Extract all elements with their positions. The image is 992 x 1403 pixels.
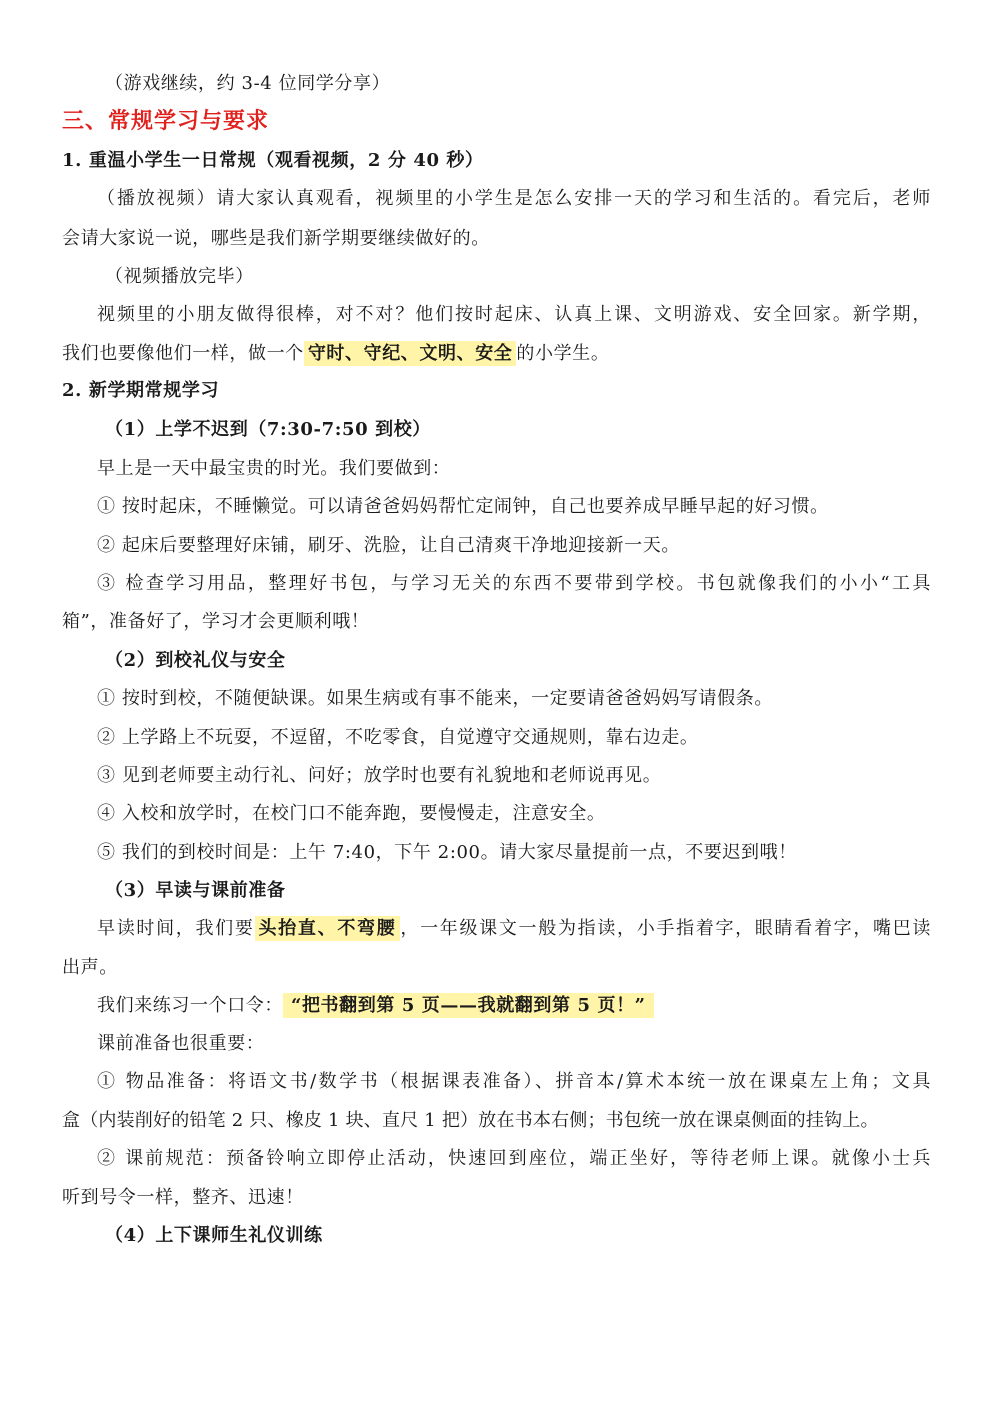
- list-item-bell-2: 听到号令一样，整齐、迅速！: [62, 1187, 304, 1208]
- paragraph-video-summary-2: [62, 341, 609, 367]
- paragraph-video-summary-1: 视频里的小朋友做得很棒，对不对？他们按时起床、认真上课、文明游戏、安全回家。新学期，: [97, 304, 931, 325]
- list-item-greet-teacher: ③ 见到老师要主动行礼、问好；放学时也要有礼貌地和老师说再见。: [97, 765, 662, 786]
- paragraph-play-video-1: （播放视频）请大家认真观看，视频里的小学生是怎么安排一天的学习和生活的。看完后，老师: [97, 188, 931, 209]
- list-item-bell-1: ② 课前规范：预备铃响立即停止活动，快速回到座位，端正坐好，等待老师上课。就像小士兵: [97, 1148, 931, 1169]
- text-segment: 我们也要像他们一样，做一个: [62, 343, 304, 364]
- paragraph-morning-reading-1: [97, 916, 931, 942]
- item-title-4: （4）上下课师生礼仪训练: [105, 1225, 323, 1246]
- list-item-check-bag-2: 箱”，准备好了，学习才会更顺利哦！: [62, 611, 370, 632]
- paragraph-chant: [97, 993, 654, 1019]
- list-item-supplies-1: ① 物品准备：将语文书/数学书（根据课表准备）、拼音本/算术本统一放在课桌左上角；文具: [97, 1071, 931, 1092]
- text-segment: 我们来练习一个口令：: [97, 995, 283, 1016]
- highlight-keywords: 守时、守纪、文明、安全: [304, 341, 517, 366]
- subsection-title-2: 2. 新学期常规学习: [62, 380, 220, 401]
- list-item-on-road: ② 上学路上不玩耍，不逗留，不吃零食，自觉遵守交通规则，靠右边走。: [97, 727, 699, 748]
- item-title-1: （1）上学不迟到（7:30-7:50 到校）: [105, 419, 431, 440]
- item-title-2: （2）到校礼仪与安全: [105, 650, 286, 671]
- paragraph-preparation: 课前准备也很重要：: [97, 1033, 265, 1054]
- item-title-3: （3）早读与课前准备: [105, 880, 286, 901]
- subsection-title-1: 1. 重温小学生一日常规（观看视频，2 分 40 秒）: [62, 150, 484, 171]
- paragraph-play-video-2: 会请大家说一说，哪些是我们新学期要继续做好的。: [62, 228, 490, 249]
- paragraph-morning-reading-2: 出声。: [62, 957, 118, 978]
- list-item-check-bag-1: ③ 检查学习用品，整理好书包，与学习无关的东西不要带到学校。书包就像我们的小小“工具: [97, 573, 931, 594]
- list-item-tidy-bed: ② 起床后要整理好床铺，刷牙、洗脸，让自己清爽干净地迎接新一天。: [97, 535, 680, 556]
- list-item-on-time: ① 按时到校，不随便缺课。如果生病或有事不能来，一定要请爸爸妈妈写请假条。: [97, 688, 773, 709]
- list-item-school-gate: ④ 入校和放学时，在校门口不能奔跑，要慢慢走，注意安全。: [97, 803, 606, 824]
- list-item-supplies-2: 盒（内装削好的铅笔 2 只、橡皮 1 块、直尺 1 把）放在书本右侧；书包统一放在课桌侧面的挂钩上。: [62, 1110, 879, 1131]
- list-item-wake-up: ① 按时起床，不睡懒觉。可以请爸爸妈妈帮忙定闹钟，自己也要养成早睡早起的好习惯。: [97, 496, 829, 517]
- paragraph-game-continue: （游戏继续，约 3-4 位同学分享）: [105, 73, 391, 94]
- text-segment: ，一年级课文一般为指读，小手指着字，眼睛看着字，嘴巴读: [400, 918, 932, 939]
- highlight-posture: 头抬直、不弯腰: [255, 916, 401, 941]
- text-segment: 的小学生。: [516, 343, 610, 364]
- highlight-chant: “把书翻到第 5 页——我就翻到第 5 页！”: [283, 993, 654, 1018]
- paragraph-video-finished: （视频播放完毕）: [105, 266, 254, 287]
- paragraph-morning: 早上是一天中最宝贵的时光。我们要做到：: [97, 458, 451, 479]
- text-segment: 早读时间，我们要: [97, 918, 255, 939]
- section-heading-3: 三、常规学习与要求: [62, 108, 270, 134]
- list-item-arrival-time: ⑤ 我们的到校时间是：上午 7:40，下午 2:00。请大家尽量提前一点，不要迟到哦！: [97, 842, 797, 863]
